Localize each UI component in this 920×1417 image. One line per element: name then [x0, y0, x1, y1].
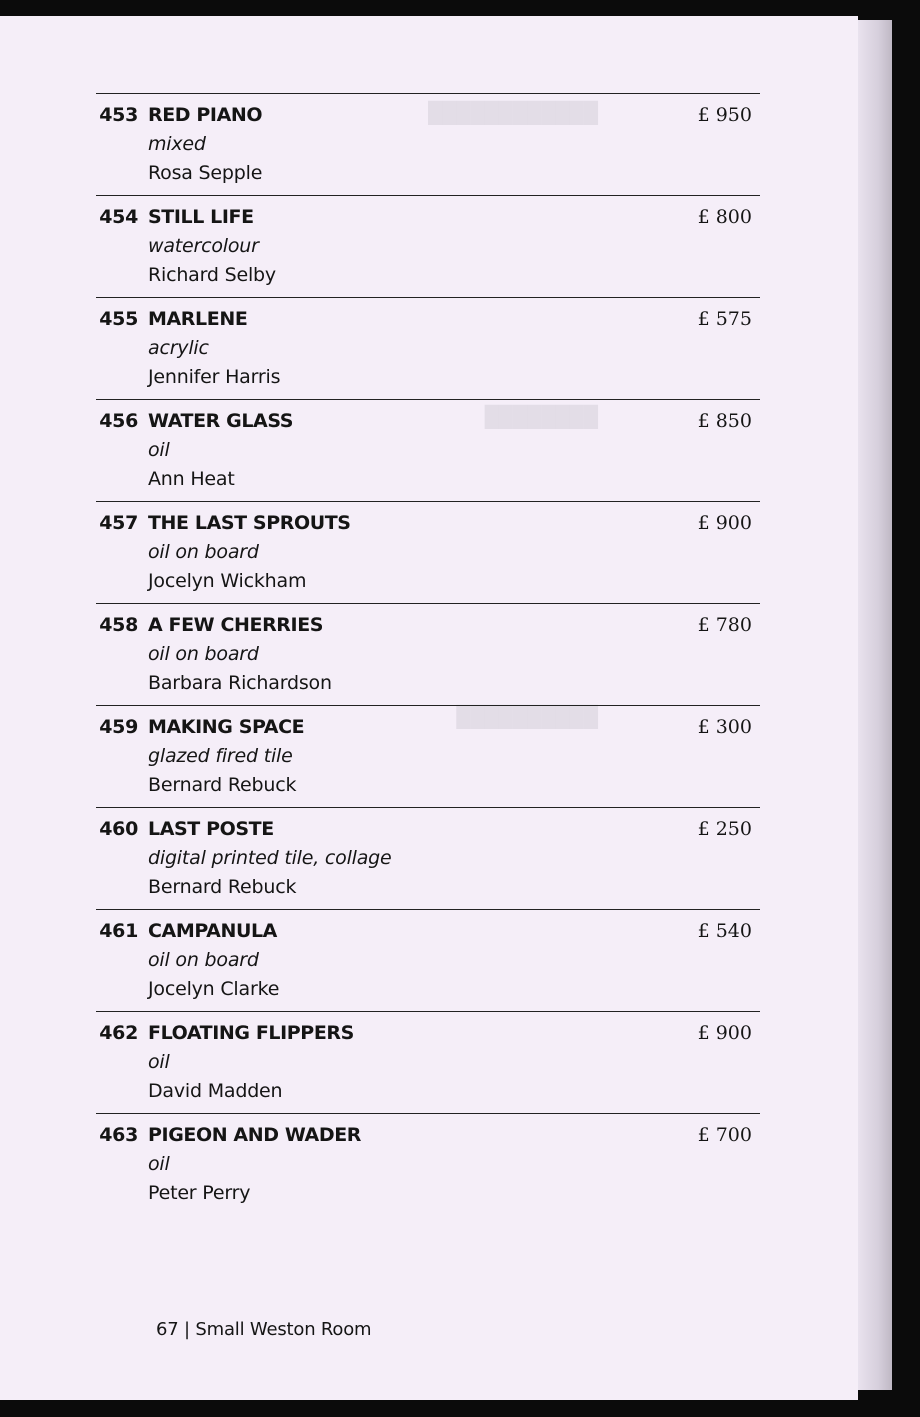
entry-number: 463: [99, 1124, 138, 1146]
entry-price: £ 250: [697, 818, 752, 840]
catalogue-entry: [96, 195, 760, 297]
entry-title: MAKING SPACE: [148, 716, 305, 738]
entry-number: 458: [99, 614, 138, 636]
entry-artist: Richard Selby: [148, 264, 276, 286]
catalogue-entry: [96, 93, 760, 195]
entry-artist: Jocelyn Wickham: [148, 570, 307, 592]
entry-title: PIGEON AND WADER: [148, 1124, 362, 1146]
catalogue-entry: [96, 603, 760, 705]
catalogue-entry: [96, 705, 760, 807]
entry-artist: Jocelyn Clarke: [148, 978, 280, 1000]
show-through-texture: ██████████: [456, 706, 598, 728]
entry-price: £ 950: [697, 104, 752, 126]
entry-medium: oil on board: [148, 643, 259, 665]
entry-medium: digital printed tile, collage: [148, 847, 392, 869]
entry-medium: glazed fired tile: [148, 745, 293, 767]
entry-price: £ 700: [697, 1124, 752, 1146]
show-through-texture: ████████████: [427, 102, 598, 124]
catalogue-entry: [96, 1113, 760, 1215]
entry-artist: Jennifer Harris: [148, 366, 281, 388]
entry-medium: oil on board: [148, 541, 259, 563]
catalogue-page: [0, 16, 858, 1400]
entry-number: 457: [99, 512, 138, 534]
entry-title: STILL LIFE: [148, 206, 254, 228]
catalogue-entry: [96, 501, 760, 603]
entry-price: £ 540: [697, 920, 752, 942]
entry-title: FLOATING FLIPPERS: [148, 1022, 354, 1044]
entry-price: £ 900: [697, 512, 752, 534]
entry-artist: David Madden: [148, 1080, 283, 1102]
catalogue-entry-list: [96, 93, 760, 1215]
page-footer: 67 | Small Weston Room: [156, 1319, 372, 1340]
entry-artist: Rosa Sepple: [148, 162, 263, 184]
entry-medium: oil: [148, 1051, 170, 1073]
entry-medium: watercolour: [148, 235, 259, 257]
entry-artist: Ann Heat: [148, 468, 235, 490]
entry-number: 462: [99, 1022, 138, 1044]
catalogue-entry: [96, 399, 760, 501]
entry-price: £ 800: [697, 206, 752, 228]
entry-number: 460: [99, 818, 138, 840]
entry-number: 453: [99, 104, 138, 126]
entry-title: THE LAST SPROUTS: [148, 512, 351, 534]
entry-title: LAST POSTE: [148, 818, 274, 840]
entry-title: CAMPANULA: [148, 920, 277, 942]
entry-artist: Bernard Rebuck: [148, 876, 297, 898]
entry-title: MARLENE: [148, 308, 248, 330]
entry-number: 459: [99, 716, 138, 738]
entry-number: 455: [99, 308, 138, 330]
entry-title: WATER GLASS: [148, 410, 294, 432]
page-stack-edge: [858, 20, 892, 1390]
entry-number: 461: [99, 920, 138, 942]
catalogue-entry: [96, 1011, 760, 1113]
entry-medium: oil on board: [148, 949, 259, 971]
entry-artist: Bernard Rebuck: [148, 774, 297, 796]
entry-medium: oil: [148, 1153, 170, 1175]
catalogue-entry: [96, 297, 760, 399]
entry-price: £ 850: [697, 410, 752, 432]
catalogue-entry: [96, 807, 760, 909]
entry-title: A FEW CHERRIES: [148, 614, 324, 636]
entry-medium: oil: [148, 439, 170, 461]
entry-number: 456: [99, 410, 138, 432]
entry-artist: Peter Perry: [148, 1182, 251, 1204]
entry-price: £ 575: [697, 308, 752, 330]
entry-number: 454: [99, 206, 138, 228]
entry-price: £ 780: [697, 614, 752, 636]
entry-medium: mixed: [148, 133, 206, 155]
catalogue-entry: [96, 909, 760, 1011]
entry-artist: Barbara Richardson: [148, 672, 332, 694]
entry-medium: acrylic: [148, 337, 209, 359]
entry-title: RED PIANO: [148, 104, 263, 126]
entry-price: £ 900: [697, 1022, 752, 1044]
entry-price: £ 300: [697, 716, 752, 738]
show-through-texture: ████████: [484, 406, 598, 428]
